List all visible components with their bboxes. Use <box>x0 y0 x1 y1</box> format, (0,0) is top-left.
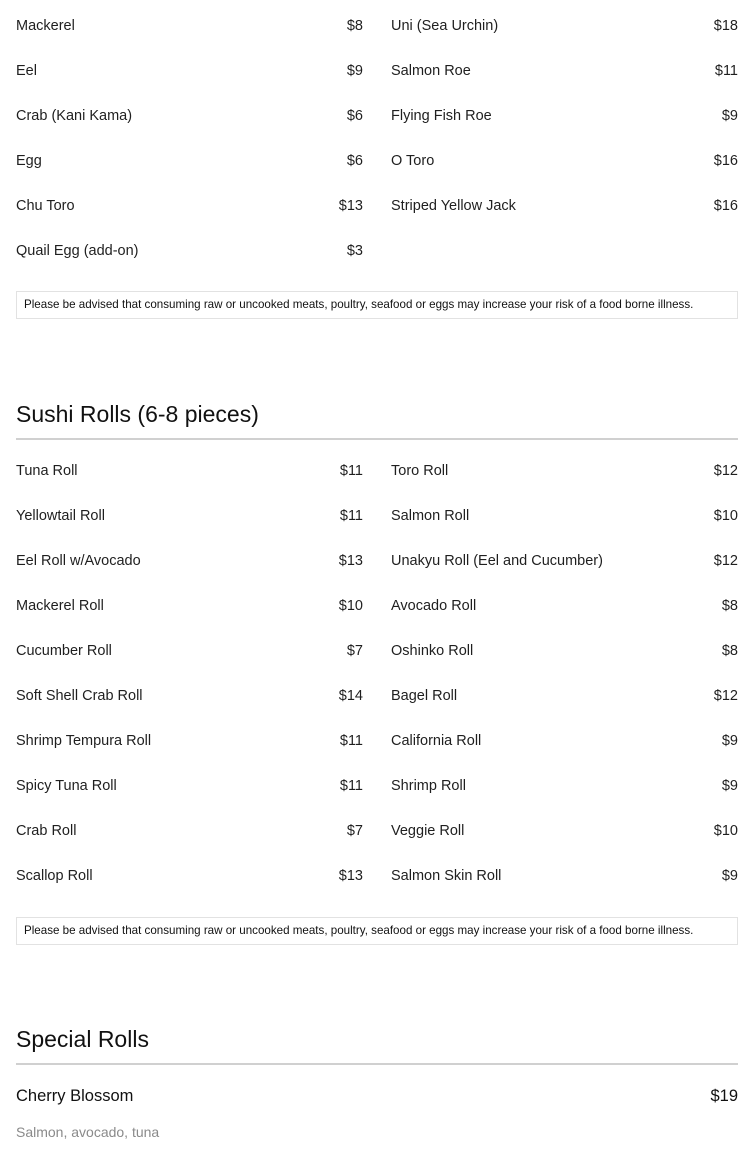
menu-item-name: Avocado Roll <box>391 597 477 614</box>
menu-item-name: Mackerel <box>16 17 75 34</box>
menu-item-price: $16 <box>713 152 738 169</box>
menu-item-name: Shrimp Roll <box>391 777 466 794</box>
menu-item-price: $7 <box>346 822 363 839</box>
menu-item-price: $13 <box>338 197 363 214</box>
menu-item[interactable] <box>16 673 363 718</box>
menu-item-name: Veggie Roll <box>391 822 465 839</box>
menu-item[interactable] <box>16 93 363 138</box>
menu-item[interactable] <box>16 538 363 583</box>
menu-item-name: Unakyu Roll (Eel and Cucumber) <box>391 552 603 569</box>
sushi-rolls-right-column <box>391 448 738 898</box>
menu-item-name: Salmon Skin Roll <box>391 867 502 884</box>
menu-item[interactable] <box>16 808 363 853</box>
section-divider <box>16 438 738 440</box>
menu-item-name: Crab Roll <box>16 822 77 839</box>
menu-item-price: $3 <box>346 242 363 259</box>
menu-item[interactable] <box>16 763 363 808</box>
menu-item-name: Toro Roll <box>391 462 449 479</box>
food-safety-notice: Please be advised that consuming raw or uncooked meats, poultry, seafood or eggs may increase your risk of a food borne illness. <box>16 291 738 319</box>
menu-item-name: Eel Roll w/Avocado <box>16 552 141 569</box>
menu-item-price: $6 <box>346 107 363 124</box>
menu-item-price: $11 <box>339 777 363 794</box>
menu-item-name: Salmon Roe <box>391 62 471 79</box>
menu-item[interactable] <box>16 448 363 493</box>
food-safety-notice: Please be advised that consuming raw or uncooked meats, poultry, seafood or eggs may increase your risk of a food borne illness. <box>16 917 738 945</box>
menu-item[interactable] <box>16 718 363 763</box>
menu-item-name: Chu Toro <box>16 197 75 214</box>
menu-item-price: $10 <box>713 822 738 839</box>
menu-item[interactable] <box>391 673 738 718</box>
menu-item[interactable] <box>391 138 738 183</box>
menu-item[interactable] <box>391 538 738 583</box>
sushi-rolls-left-column <box>16 448 363 898</box>
menu-item-price: $12 <box>713 462 738 479</box>
menu-item[interactable] <box>16 228 363 273</box>
sushi-sashimi-right-column <box>391 3 738 273</box>
menu-item-price: $12 <box>713 552 738 569</box>
menu-item[interactable] <box>16 48 363 93</box>
menu-item-name: Tuna Roll <box>16 462 78 479</box>
menu-item-price: $13 <box>338 867 363 884</box>
menu-item[interactable] <box>391 93 738 138</box>
menu-item[interactable] <box>391 448 738 493</box>
menu-item[interactable] <box>391 183 738 228</box>
menu-item-name: O Toro <box>391 152 435 169</box>
menu-item-name: Flying Fish Roe <box>391 107 492 124</box>
menu-item-price: $9 <box>721 867 738 884</box>
menu-item-price: $19 <box>710 1087 738 1105</box>
sushi-sashimi-list <box>16 3 738 273</box>
menu-item[interactable] <box>16 853 363 898</box>
menu-item-name: Yellowtail Roll <box>16 507 105 524</box>
menu-item-name: Oshinko Roll <box>391 642 474 659</box>
menu-item-description: Salmon, avocado, tuna <box>16 1124 160 1140</box>
menu-item-price: $14 <box>338 687 363 704</box>
sushi-sashimi-left-column <box>16 3 363 273</box>
menu-item[interactable] <box>16 138 363 183</box>
menu-item[interactable] <box>16 183 363 228</box>
menu-item-price: $11 <box>339 732 363 749</box>
menu-item-name: Soft Shell Crab Roll <box>16 687 143 704</box>
menu-item[interactable] <box>391 3 738 48</box>
menu-item[interactable] <box>16 583 363 628</box>
section-divider <box>16 1063 738 1065</box>
menu-item-name: Shrimp Tempura Roll <box>16 732 152 749</box>
menu-item[interactable] <box>391 853 738 898</box>
section-title-special-rolls: Special Rolls <box>16 1026 149 1052</box>
menu-item-name: Cucumber Roll <box>16 642 112 659</box>
menu-item-price: $8 <box>346 17 363 34</box>
menu-item-price: $9 <box>721 107 738 124</box>
menu-item-price: $18 <box>713 17 738 34</box>
menu-item-name: Scallop Roll <box>16 867 93 884</box>
menu-item-name: Uni (Sea Urchin) <box>391 17 499 34</box>
sushi-rolls-list <box>16 448 738 898</box>
menu-item-name: Quail Egg (add-on) <box>16 242 139 259</box>
menu-item-price: $7 <box>346 642 363 659</box>
section-title-sushi-rolls: Sushi Rolls (6-8 pieces) <box>16 401 259 427</box>
menu-item-price: $13 <box>338 552 363 569</box>
menu-item-name: Cherry Blossom <box>16 1087 134 1105</box>
menu-item-price: $11 <box>339 507 363 524</box>
menu-item-price: $16 <box>713 197 738 214</box>
menu-item[interactable] <box>391 583 738 628</box>
menu-item-price: $10 <box>713 507 738 524</box>
menu-item-name: Eel <box>16 62 37 79</box>
special-roll-item[interactable] <box>16 1087 738 1106</box>
menu-item-price: $10 <box>338 597 363 614</box>
menu-item-name: Egg <box>16 152 42 169</box>
menu-item[interactable] <box>391 763 738 808</box>
menu-item-name: Bagel Roll <box>391 687 458 704</box>
menu-item[interactable] <box>16 628 363 673</box>
menu-item-price: $9 <box>721 777 738 794</box>
menu-item-price: $8 <box>721 642 738 659</box>
menu-item[interactable] <box>16 3 363 48</box>
menu-item-name: Spicy Tuna Roll <box>16 777 117 794</box>
menu-item-price: $9 <box>346 62 363 79</box>
menu-item-name: Salmon Roll <box>391 507 470 524</box>
menu-item-price: $9 <box>721 732 738 749</box>
menu-item[interactable] <box>391 628 738 673</box>
menu-item[interactable] <box>391 808 738 853</box>
menu-item-price: $6 <box>346 152 363 169</box>
menu-item-name: California Roll <box>391 732 482 749</box>
menu-item[interactable] <box>391 493 738 538</box>
menu-item-price: $11 <box>339 462 363 479</box>
menu-item[interactable] <box>391 718 738 763</box>
menu-item-name: Mackerel Roll <box>16 597 104 614</box>
menu-item-name: Crab (Kani Kama) <box>16 107 133 124</box>
menu-item-name: Striped Yellow Jack <box>391 197 516 214</box>
menu-item-price: $8 <box>721 597 738 614</box>
menu-item-price: $12 <box>713 687 738 704</box>
menu-item[interactable] <box>16 493 363 538</box>
menu-item[interactable] <box>391 48 738 93</box>
menu-item-price: $11 <box>714 62 738 79</box>
